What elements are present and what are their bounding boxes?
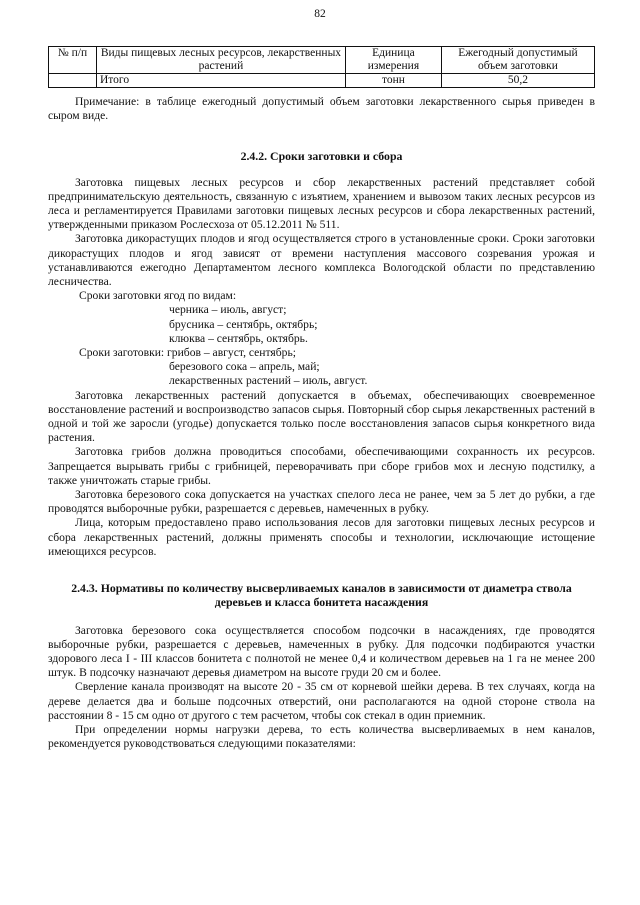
paragraph: Заготовка пищевых лесных ресурсов и сбор лекарственных растений представляет собой предпринимательскую деятельность, связанную с изъятием, хранением и вывозом таких лесных ресурсов из леса и регламентируется Правилами заготовки пищевых лесных ресурсов и сбора лекарственных растений, утвержденными приказом Рослесхоза от 05.12.2011 № 511.	[48, 175, 595, 232]
table-cell	[49, 74, 97, 88]
resources-table	[48, 46, 595, 88]
table-row-total	[49, 74, 595, 88]
paragraph: Заготовка березового сока осуществляется способом подсочки в насаждениях, где проводятся выборочные рубки, разрешается с деревьев, намеченных в рубку. Для подсочки подбираются участки здорового леса I - III классов бонитета с полнотой не менее 0,4 и количеством деревьев на 1 га не менее 200 штук. В подсочку назначают деревья диаметром на высоте груди 20 см и более.	[48, 623, 595, 680]
other-intro: Сроки заготовки: грибов – август, сентябрь;	[79, 346, 296, 360]
list-item: брусника – сентябрь, октябрь;	[169, 317, 318, 331]
list-item: клюква – сентябрь, октябрь.	[169, 331, 308, 345]
table-cell-total-label: Итого	[96, 74, 345, 88]
list-item: черника – июль, август;	[169, 303, 287, 317]
paragraph: При определении нормы нагрузки дерева, то есть количества высверливаемых в нем каналов, рекомендуется руководствоваться следующими показателями:	[48, 722, 595, 751]
header-unit: Единица измерения	[345, 47, 441, 74]
paragraph: Сверление канала производят на высоте 20 - 35 см от корневой шейки дерева. В тех случаях, когда на дереве делается два и больше подсочных отверстий, они располагаются на одной стороне ствола на расстоянии 8 - 15 см одно от другого с тем расчетом, чтобы сок стекал в один приемник.	[48, 680, 595, 722]
table-header-row	[49, 47, 595, 74]
table-cell-unit: тонн	[345, 74, 441, 88]
paragraph: Заготовка лекарственных растений допускается в объемах, обеспечивающих своевременное восстановление растений и воспроизводство запасов сырья. Повторный сбор сырья лекарственных растений в одной и той же заросли (угодье) допускается только после восстановления запасов сырья конкретного вида растения.	[48, 388, 595, 445]
paragraph: Лица, которым предоставлено право использования лесов для заготовки пищевых лесных ресурсов и сбора лекарственных растений, должны применять способы и технологии, исключающие истощение имеющихся ресурсов.	[48, 516, 595, 558]
header-annual-volume: Ежегодный допустимый объем заготовки	[441, 47, 594, 74]
section-title-2-4-2: 2.4.2. Сроки заготовки и сбора	[240, 149, 403, 164]
list-item: лекарственных растений – июль, август.	[169, 374, 368, 388]
paragraph: Заготовка грибов должна проводиться способами, обеспечивающими сохранность их ресурсов. Запрещается вырывать грибы с грибницей, переворачивать при сборе грибов мох и лесную подстилку, а также уничтожать старые грибы.	[48, 445, 595, 487]
header-number: № п/п	[49, 47, 97, 74]
page-number: 82	[314, 8, 326, 20]
header-resource-type: Виды пищевых лесных ресурсов, лекарственных растений	[96, 47, 345, 74]
paragraph: Заготовка дикорастущих плодов и ягод осуществляется строго в установленные сроки. Сроки заготовки дикорастущих плодов и ягод зависят от времени наступления массового созревания урожая и устанавливаются ежегодно Департаментом лесного комплекса Вологодской области по представлению лесничества.	[48, 232, 595, 289]
list-item: березового сока – апрель, май;	[169, 360, 320, 374]
table-cell-total-value: 50,2	[441, 74, 594, 88]
berries-intro: Сроки заготовки ягод по видам:	[79, 289, 237, 303]
section-title-2-4-3: 2.4.3. Нормативы по количеству высверливаемых каналов в зависимости от диаметра ствола деревьев и класса бонитета насаждения	[71, 581, 572, 610]
paragraph: Заготовка березового сока допускается на участках спелого леса не ранее, чем за 5 лет до рубки, а где проводятся выборочные рубки, разрешается с деревьев, намеченных в рубку.	[48, 488, 595, 516]
document-body	[48, 95, 595, 751]
table-note: Примечание: в таблице ежегодный допустимый объем заготовки лекарственного сырья приведен в сыром виде.	[48, 95, 595, 123]
